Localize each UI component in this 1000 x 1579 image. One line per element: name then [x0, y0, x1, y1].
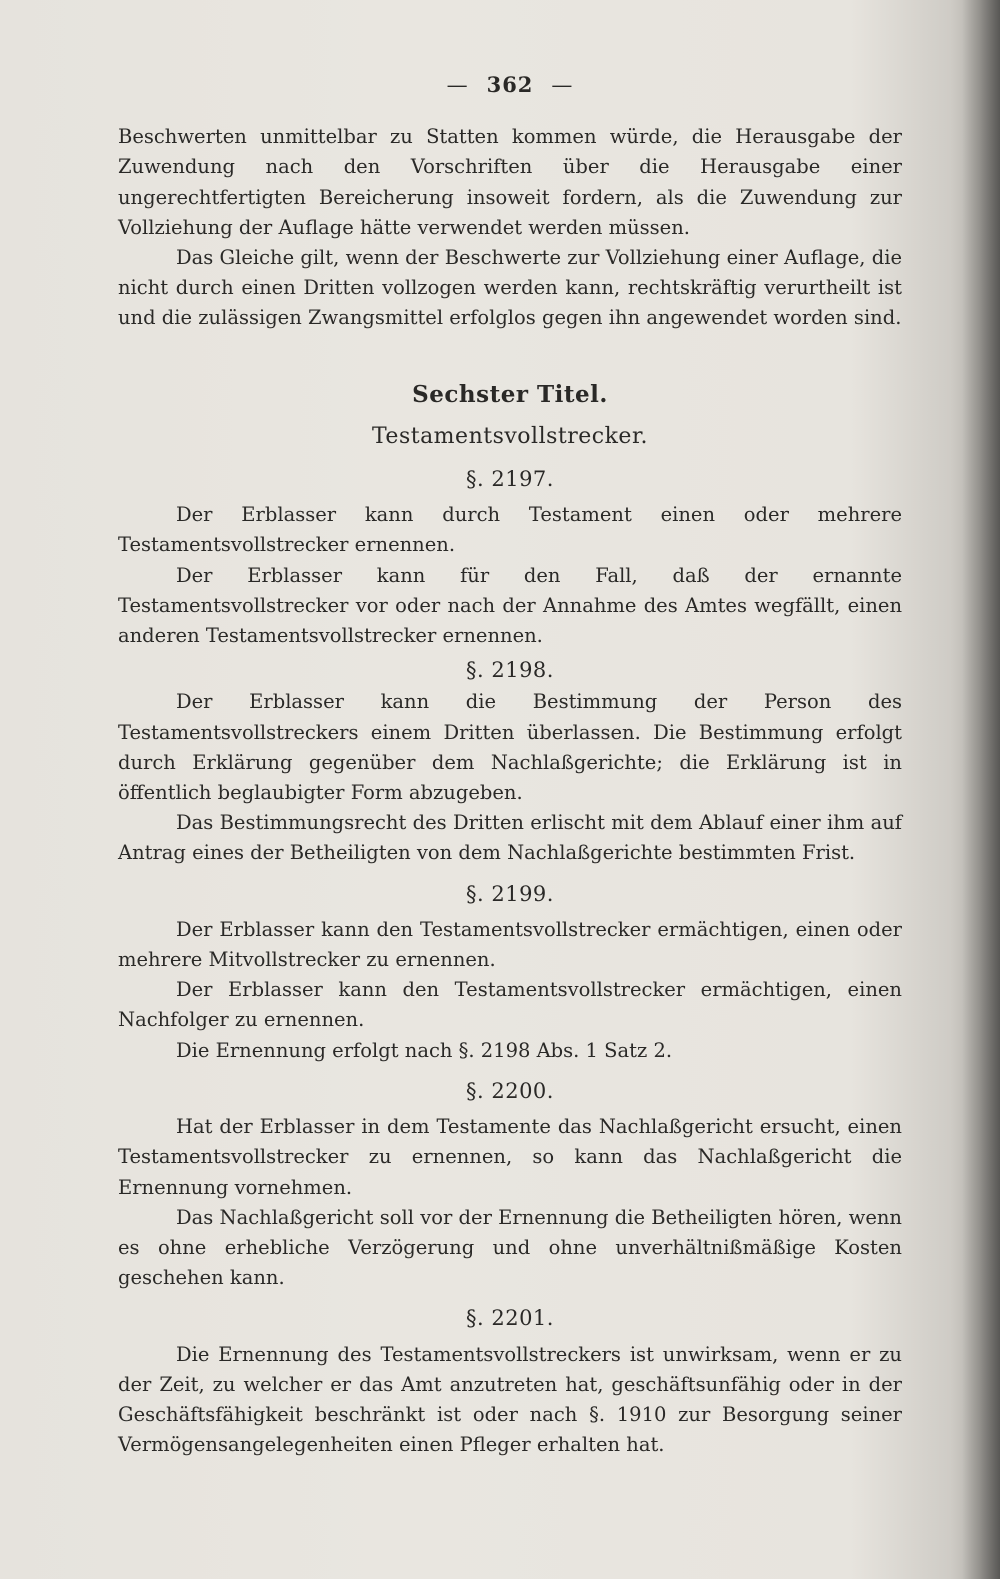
chapter-subtitle: Testamentsvollstrecker.	[371, 423, 649, 449]
section-paragraph: Der Erblasser kann den Testamentsvollstrecker ermächtigen, einen oder mehrere Mitvollstrecker zu ernennen.	[118, 917, 902, 972]
chapter-title: Sechster Titel.	[412, 380, 608, 408]
section-heading-2200: §. 2200.	[466, 1078, 554, 1103]
book-gutter-shadow	[962, 0, 1000, 1579]
section-paragraph: Der Erblasser kann durch Testament einen oder mehrere Testamentsvollstrecker ernennen.	[118, 503, 902, 557]
page-header	[118, 70, 902, 100]
section-paragraph: Hat der Erblasser in dem Testamente das Nachlaßgericht ersucht, einen Testamentsvollstrecker zu ernennen, so kann das Nachlaßgericht die Ernennung vornehmen.	[118, 1115, 902, 1199]
section-heading-2197: §. 2197.	[466, 467, 554, 492]
section-paragraph: Der Erblasser kann den Testamentsvollstrecker ermächtigen, einen Nachfolger zu ernennen.	[118, 978, 902, 1032]
section-heading-2199: §. 2199.	[466, 881, 554, 906]
section-heading-2201: §. 2201.	[466, 1306, 554, 1331]
intro-paragraph: Beschwerten unmittelbar zu Statten kommen würde, die Herausgabe der Zuwendung nach den Vorschriften über die Herausgabe einer ungerechtfertigten Bereicherung insoweit fordern, als die Zuwendung zur Vollziehung der Auflage hätte verwendet werden müssen.	[118, 125, 902, 239]
section-paragraph: Das Nachlaßgericht soll vor der Ernennung die Betheiligten hören, wenn es ohne erhebliche Verzögerung und ohne unverhältnißmäßige Kosten geschehen kann.	[118, 1205, 902, 1290]
section-paragraph: Die Ernennung des Testamentsvollstreckers ist unwirksam, wenn er zu der Zeit, zu welcher er das Amt anzutreten hat, geschäftsunfähig oder in der Geschäftsfähigkeit beschränkt ist oder nach §. 1910 zur Besorgung seiner Vermögensangelegenheiten einen Pfleger erhalten hat.	[118, 1342, 902, 1457]
section-paragraph: Das Bestimmungsrecht des Dritten erlischt mit dem Ablauf einer ihm auf Antrag eines der Betheiligten von dem Nachlaßgerichte bestimmten Frist.	[118, 811, 902, 865]
page-number: 362	[486, 72, 534, 97]
section-paragraph: Der Erblasser kann für den Fall, daß der ernannte Testamentsvollstrecker vor oder nach der Annahme des Amtes wegfällt, einen anderen Testamentsvollstrecker ernennen.	[118, 563, 902, 648]
section-heading-2198: §. 2198.	[466, 658, 554, 683]
page-text-block	[118, 70, 902, 1460]
header-dash-right: —	[551, 73, 574, 97]
header-dash-left: —	[446, 73, 469, 97]
section-paragraph: Der Erblasser kann die Bestimmung der Person des Testamentsvollstreckers einem Dritten überlassen. Die Bestimmung erfolgt durch Erklärung gegenüber dem Nachlaßgerichte; die Erklärung ist in öffentlich beglaubigter Form abzugeben.	[118, 690, 902, 805]
intro-paragraph: Das Gleiche gilt, wenn der Beschwerte zur Vollziehung einer Auflage, die nicht durch einen Dritten vollzogen werden kann, rechtskräftig verurtheilt ist und die zulässigen Zwangsmittel erfolglos gegen ihn angewendet worden sind.	[118, 246, 902, 330]
section-paragraph: Die Ernennung erfolgt nach §. 2198 Abs. 1 Satz 2.	[176, 1038, 673, 1062]
